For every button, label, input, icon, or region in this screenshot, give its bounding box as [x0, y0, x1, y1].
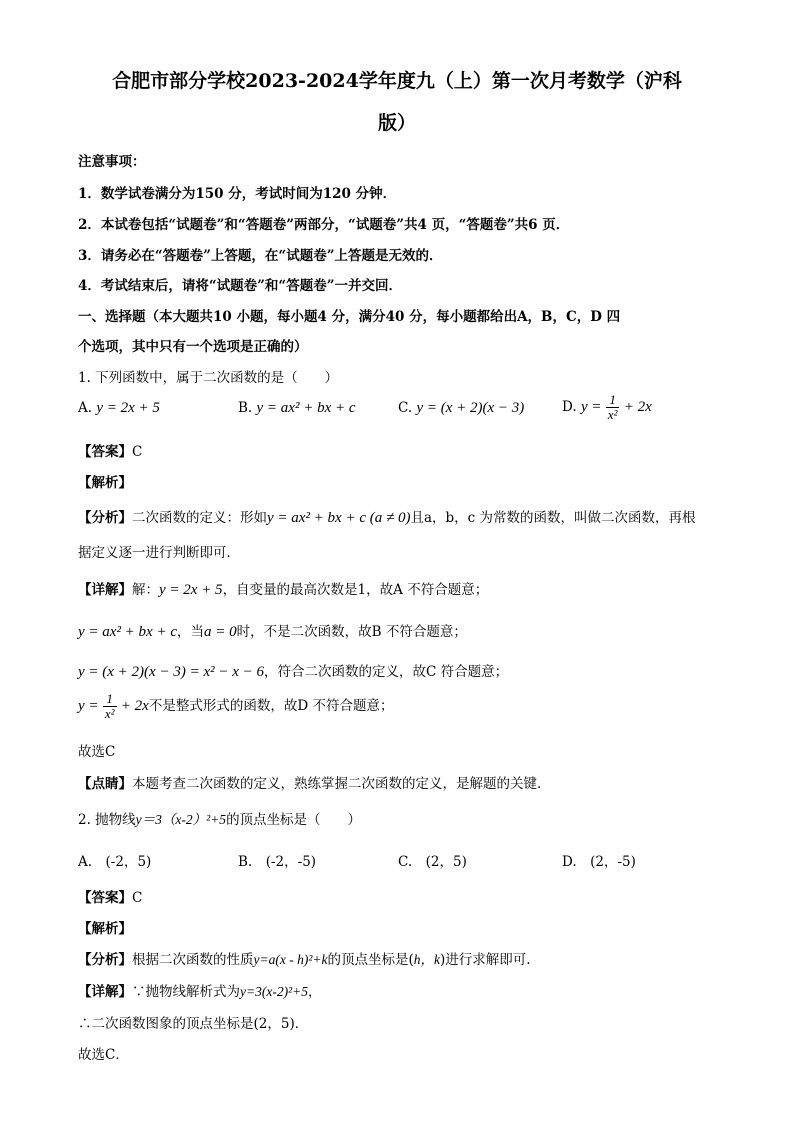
detail-formula: y = (x + 2)(x − 3) = x² − x − 6 — [78, 664, 264, 680]
fenxi-text: 二次函数的定义：形如 — [132, 510, 267, 526]
fenxi-text: 根据二次函数的性质 — [132, 952, 254, 968]
notice-heading: 注意事项： — [78, 154, 146, 170]
q2-detail-2: ∴二次函数图象的顶点坐标是(2，5)． — [78, 1016, 309, 1032]
dianjing-tag: 【点睛】 — [78, 776, 132, 792]
fenxi-text-cont: 且a，b，c 为常数的函数，叫做二次函数，再根 — [410, 510, 696, 526]
section-heading-cont: 个选项，其中只有一个选项是正确的） — [78, 339, 308, 355]
q1-choose: 故选C — [78, 744, 116, 760]
answer-value: C — [132, 890, 143, 906]
fenxi-text-cont: 的顶点坐标是( — [327, 952, 414, 968]
q1-option-d — [562, 393, 652, 422]
q1-option-c-label: C. — [398, 400, 413, 416]
fenxi-formula: y=a(x - h)²+k — [253, 952, 328, 967]
q1-fenxi — [78, 506, 696, 527]
q1-option-d-lhs: y = — [580, 399, 602, 415]
q2-detail-1 — [78, 980, 322, 1000]
fenxi-text-end: )进行求解即可. — [440, 952, 531, 968]
q2-stem-text: 2. 抛物线 — [78, 812, 136, 828]
fraction-denominator: x² — [607, 407, 618, 422]
notice-item-1: 1．数学试卷满分为150 分，考试时间为120 分钟． — [78, 186, 397, 202]
notice-item-2: 2．本试卷包括“试题卷”和“答题卷”两部分，“试题卷”共4 页，“答题卷”共6 页． — [78, 217, 570, 233]
page-title-cont: 版） — [377, 112, 416, 134]
q2-stem — [78, 808, 361, 828]
fenxi-tag: 【分析】 — [78, 952, 132, 968]
detail-formula: y=3(x-2)²+5 — [240, 984, 308, 999]
detail-fraction — [103, 692, 117, 721]
q1-detail-3 — [78, 660, 508, 681]
detail-text: ，符合二次函数的定义，故C 符合题意； — [264, 664, 509, 680]
q2-answer — [78, 886, 142, 906]
q1-answer — [78, 440, 142, 460]
q1-option-a-label: A. — [78, 400, 93, 416]
fraction-denominator: x² — [104, 706, 115, 721]
fenxi-formula: y = ax² + bx + c (a ≠ 0) — [267, 510, 411, 526]
answer-tag: 【答案】 — [78, 444, 132, 460]
detail-text: 不是整式形式的函数，故D 不符合题意； — [148, 698, 394, 714]
page-title: 合肥市部分学校2023-2024学年度九（上）第一次月考数学（沪科 — [112, 70, 682, 92]
q2-choose: 故选C． — [78, 1047, 129, 1063]
detail-formula-rhs: + 2x — [120, 698, 149, 714]
fraction-numerator: 1 — [103, 692, 117, 707]
dianjing-text: 本题考查二次函数的定义，熟练掌握二次函数的定义，是解题的关键． — [132, 776, 551, 792]
answer-tag: 【答案】 — [78, 890, 132, 906]
detail-text: ，当 — [177, 624, 204, 640]
q1-dianjing — [78, 772, 551, 792]
detail-formula-2: a = 0 — [204, 624, 237, 640]
q1-option-a — [78, 400, 160, 417]
q1-fenxi-line2: 据定义逐一进行判断即可． — [78, 545, 240, 561]
notice-item-4: 4．考试结束后，请将“试题卷”和“答题卷”一并交回． — [78, 278, 402, 294]
q1-option-c — [398, 400, 524, 417]
q1-option-d-fraction — [606, 393, 620, 422]
detail-formula: y = ax² + bx + c — [78, 624, 177, 640]
detail-text: ∵抛物线解析式为 — [132, 984, 240, 1000]
fenxi-tag: 【分析】 — [78, 510, 132, 526]
q1-analysis-tag: 【解析】 — [78, 475, 132, 491]
answer-value: C — [132, 444, 143, 460]
detail-text-cont: ，自变量的最高次数是1，故A 不符合题意； — [222, 582, 489, 598]
q1-stem: 1. 下列函数中，属于二次函数的是（ ） — [78, 370, 339, 386]
detail-tag: 【详解】 — [78, 984, 132, 1000]
section-heading: 一、选择题（本大题共10 小题，每小题4 分，满分40 分，每小题都给出A，B，C，D 四 — [78, 309, 621, 325]
q2-stem-formula: y＝3（x-2）²+5 — [135, 812, 227, 827]
q1-option-b-label: B. — [238, 400, 253, 416]
q1-option-b — [238, 400, 356, 417]
q1-option-b-formula: y = ax² + bx + c — [256, 400, 356, 416]
q1-option-d-label: D. — [562, 399, 577, 415]
detail-text: 解： — [132, 582, 159, 598]
fenxi-formula-2: h，k — [413, 952, 441, 967]
q1-detail-1 — [78, 578, 488, 599]
q2-fenxi — [78, 948, 531, 968]
detail-text-cont: ， — [308, 984, 322, 1000]
q2-stem-text-cont: 的顶点坐标是（ ） — [226, 812, 362, 828]
notice-item-3: 3．请务必在“答题卷”上答题，在“试题卷”上答题是无效的． — [78, 248, 443, 264]
fraction-numerator: 1 — [606, 393, 620, 408]
detail-formula-lhs: y = — [78, 698, 99, 714]
detail-tag: 【详解】 — [78, 582, 132, 598]
q2-analysis-tag: 【解析】 — [78, 921, 132, 937]
q2-option-b: B. (-2，-5) — [238, 854, 317, 870]
q2-option-c: C. (2，5) — [398, 854, 467, 870]
q1-detail-2 — [78, 620, 467, 641]
q1-option-d-rhs: + 2x — [623, 399, 652, 415]
q1-option-c-formula: y = (x + 2)(x − 3) — [416, 400, 525, 416]
q2-option-a: A. (-2，5) — [78, 854, 152, 870]
detail-formula: y = 2x + 5 — [159, 582, 223, 598]
q2-option-d: D. (2，-5) — [562, 854, 636, 870]
detail-text-cont: 时，不是二次函数，故B 不符合题意； — [236, 624, 467, 640]
q1-option-a-formula: y = 2x + 5 — [96, 400, 160, 416]
q1-detail-4 — [78, 692, 393, 721]
